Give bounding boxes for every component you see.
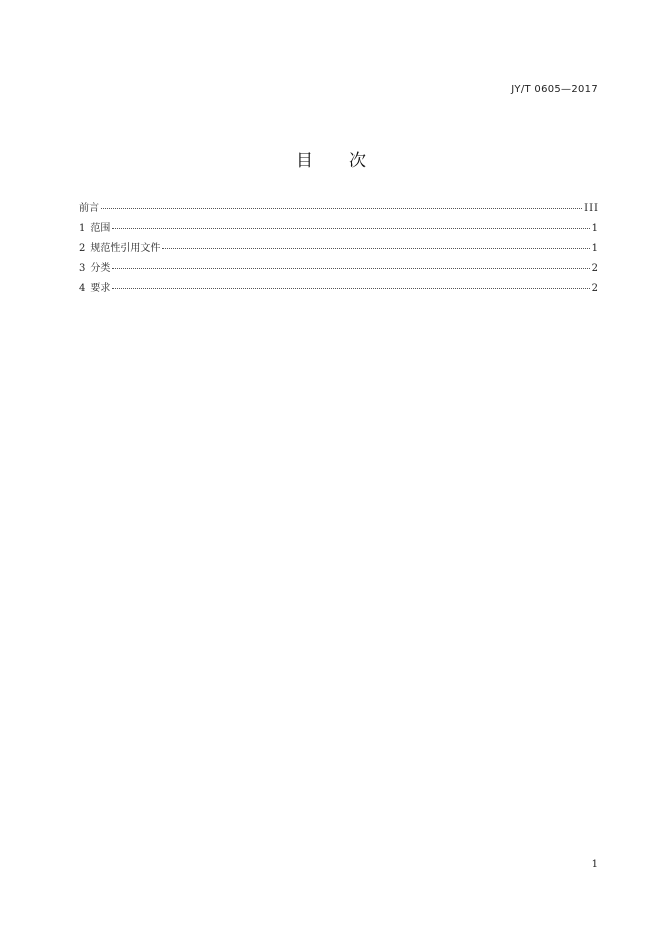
toc-entry-label: 范围 (90, 223, 111, 234)
dot-leader (112, 228, 589, 229)
toc-entry-page: 2 (591, 263, 599, 274)
toc-entry-number: 2 (79, 243, 86, 254)
toc-title-char-1: 目 (296, 151, 313, 171)
toc-entry-label: 分类 (90, 263, 111, 274)
toc-entry-number: 1 (79, 223, 86, 234)
toc-entry-page: 1 (591, 223, 599, 234)
toc-title (0, 146, 662, 171)
toc-entry-label: 规范性引用文件 (90, 243, 161, 254)
toc-entry-number: 3 (79, 263, 86, 274)
dot-leader (112, 288, 589, 289)
toc-entry-label: 前言 (79, 203, 99, 214)
toc-entry-requirements[interactable] (79, 279, 599, 299)
toc-title-char-2: 次 (349, 151, 366, 171)
toc-entry-label: 要求 (90, 283, 111, 294)
dot-leader (101, 208, 582, 209)
toc-entry-page: 2 (591, 283, 599, 294)
toc-entry-scope[interactable] (79, 219, 599, 239)
toc-entry-number: 4 (79, 283, 86, 294)
toc-entry-page: 1 (591, 243, 599, 254)
toc-entry-classification[interactable] (79, 259, 599, 279)
table-of-contents (79, 199, 599, 299)
toc-entry-normative-references[interactable] (79, 239, 599, 259)
dot-leader (162, 248, 589, 249)
toc-entry-foreword[interactable] (79, 199, 599, 219)
dot-leader (112, 268, 589, 269)
page-number: 1 (591, 859, 598, 870)
document-code: JY/T 0605—2017 (511, 84, 598, 95)
toc-entry-page: III (584, 203, 599, 214)
